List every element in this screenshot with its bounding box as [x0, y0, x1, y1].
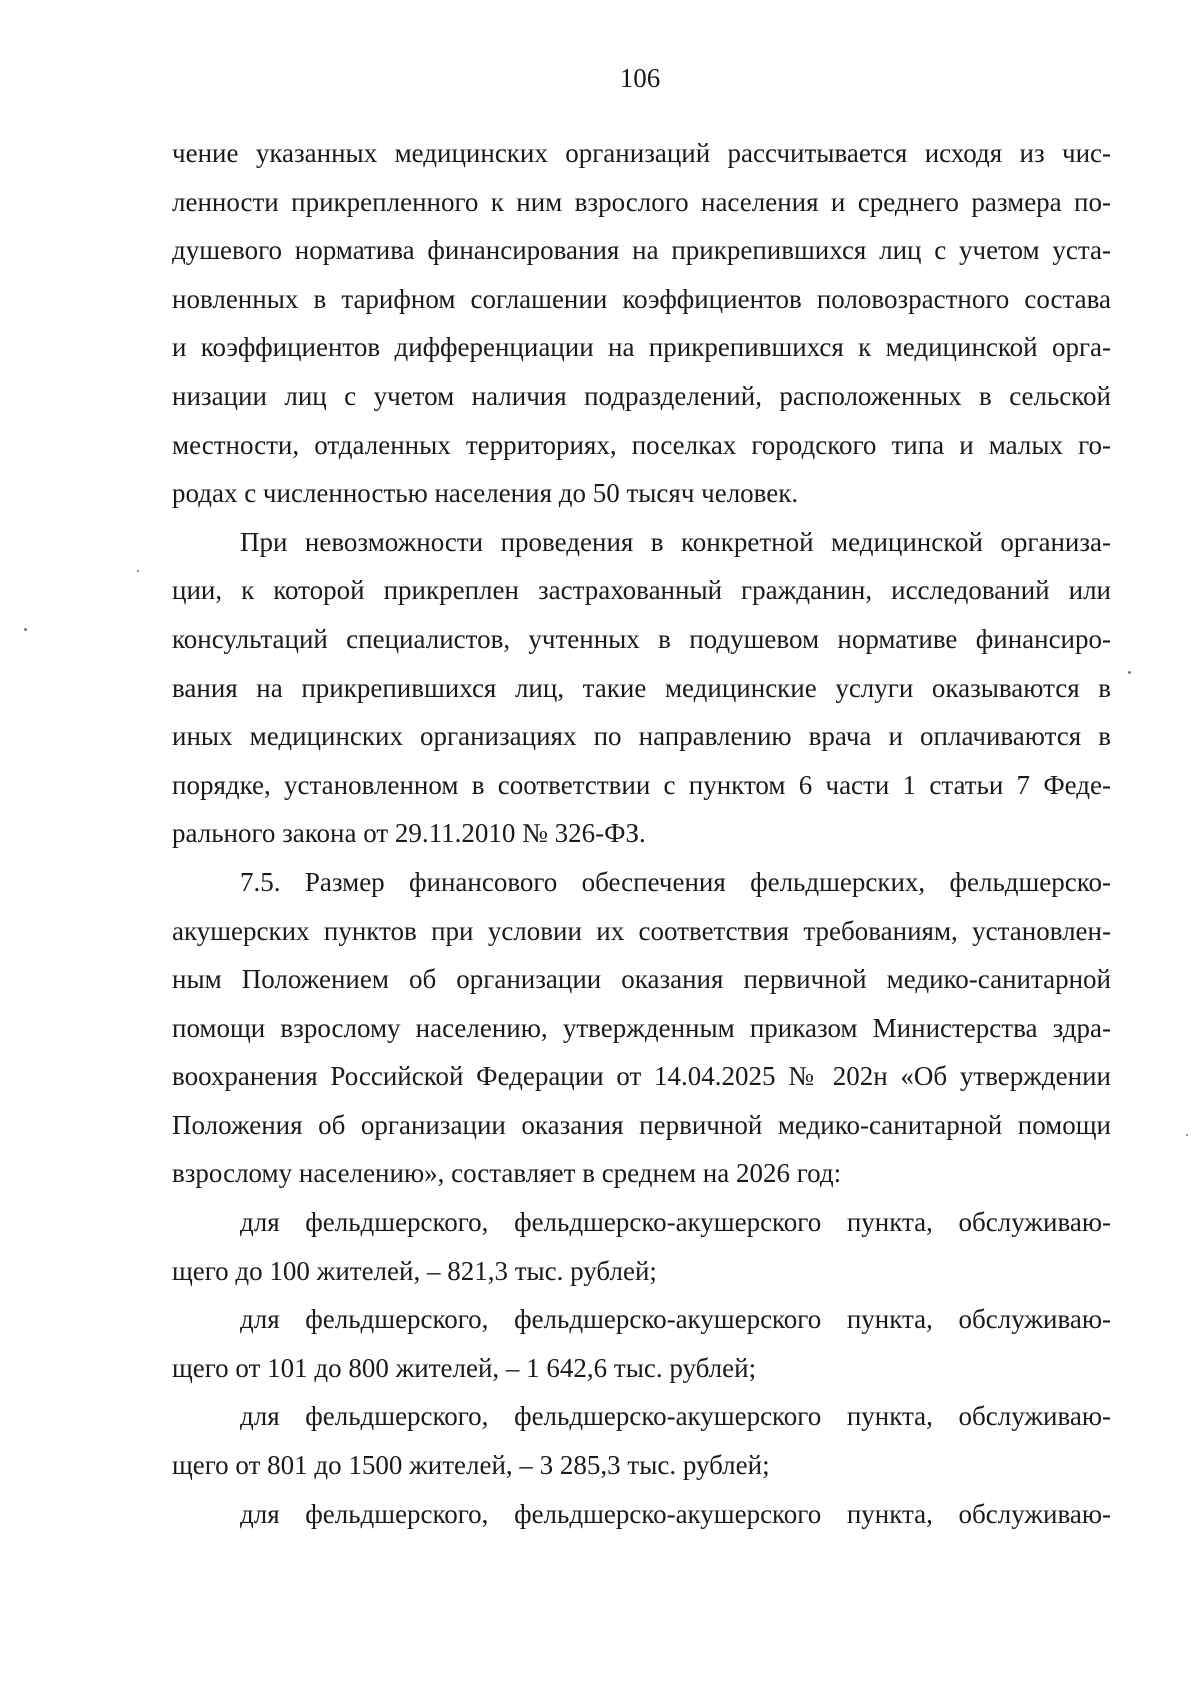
scan-speck — [1186, 1134, 1188, 1136]
text-line: щего до 100 жителей, – 821,3 тыс. рублей; — [172, 1255, 657, 1286]
paragraph — [172, 1392, 1111, 1489]
text-line: иных медицинских организациях по направлению врача и оплачиваются в — [172, 721, 1111, 752]
text-line: ленности прикрепленного к ним взрослого населения и среднего размера по- — [172, 186, 1111, 217]
scan-speck — [137, 570, 139, 572]
paragraph — [172, 858, 1111, 1198]
text-line: щего от 801 до 1500 жителей, – 3 285,3 тыс. рублей; — [172, 1450, 770, 1481]
page-number: 106 — [619, 63, 661, 93]
text-line: щего от 101 до 800 жителей, – 1 642,6 тыс. рублей; — [172, 1352, 757, 1383]
text-line: Положения об организации оказания первичной медико-санитарной помощи — [172, 1109, 1111, 1140]
text-line: местности, отдаленных территориях, поселках городского типа и малых го- — [172, 429, 1111, 460]
paragraph — [172, 129, 1111, 518]
text-line: душевого норматива финансирования на прикрепившихся лиц с учетом уста- — [172, 235, 1111, 266]
text-line: воохранения Российской Федерации от 14.04.2025 № 202н «Об утверждении — [172, 1061, 1111, 1092]
text-line: низации лиц с учетом наличия подразделений, расположенных в сельской — [172, 380, 1111, 411]
scan-speck — [1128, 671, 1131, 674]
text-line: ным Положением об организации оказания первичной медико-санитарной — [172, 964, 1111, 995]
text-line: и коэффициентов дифференциации на прикрепившихся к медицинской орга- — [172, 332, 1111, 363]
document-body — [172, 129, 1111, 1538]
paragraph — [172, 518, 1111, 858]
text-line: порядке, установленном в соответствии с пунктом 6 части 1 статьи 7 Феде- — [172, 769, 1111, 800]
text-line: рального закона от 29.11.2010 № 326-ФЗ. — [172, 818, 646, 849]
paragraph — [172, 1198, 1111, 1295]
text-line: для фельдшерского, фельдшерско-акушерского пункта, обслуживаю- — [240, 1207, 1111, 1238]
scan-speck — [24, 628, 27, 631]
text-line: При невозможности проведения в конкретной медицинской организа- — [240, 526, 1111, 557]
text-line: новленных в тарифном соглашении коэффициентов половозрастного состава — [172, 283, 1111, 314]
text-line: консультаций специалистов, учтенных в подушевом нормативе финансиро- — [172, 623, 1111, 654]
text-line: родах с численностью населения до 50 тысяч человек. — [172, 478, 799, 509]
text-line: взрослому населению», составляет в среднем на 2026 год: — [172, 1158, 842, 1189]
paragraph — [172, 1490, 1111, 1539]
text-line: чение указанных медицинских организаций рассчитывается исходя из чис- — [172, 138, 1111, 168]
text-line: помощи взрослому населению, утвержденным приказом Министерства здра- — [172, 1012, 1111, 1043]
text-line: для фельдшерского, фельдшерско-акушерского пункта, обслуживаю- — [240, 1401, 1111, 1432]
text-line: для фельдшерского, фельдшерско-акушерского пункта, обслуживаю- — [240, 1498, 1111, 1529]
text-line: вания на прикрепившихся лиц, такие медицинские услуги оказываются в — [172, 672, 1111, 703]
text-line: 7.5. Размер финансового обеспечения фельдшерских, фельдшерско- — [240, 866, 1111, 897]
paragraph — [172, 1295, 1111, 1392]
text-line: для фельдшерского, фельдшерско-акушерского пункта, обслуживаю- — [240, 1304, 1111, 1335]
text-line: ции, к которой прикреплен застрахованный гражданин, исследований или — [172, 575, 1111, 606]
text-line: акушерских пунктов при условии их соответствия требованиям, установлен- — [172, 915, 1111, 946]
